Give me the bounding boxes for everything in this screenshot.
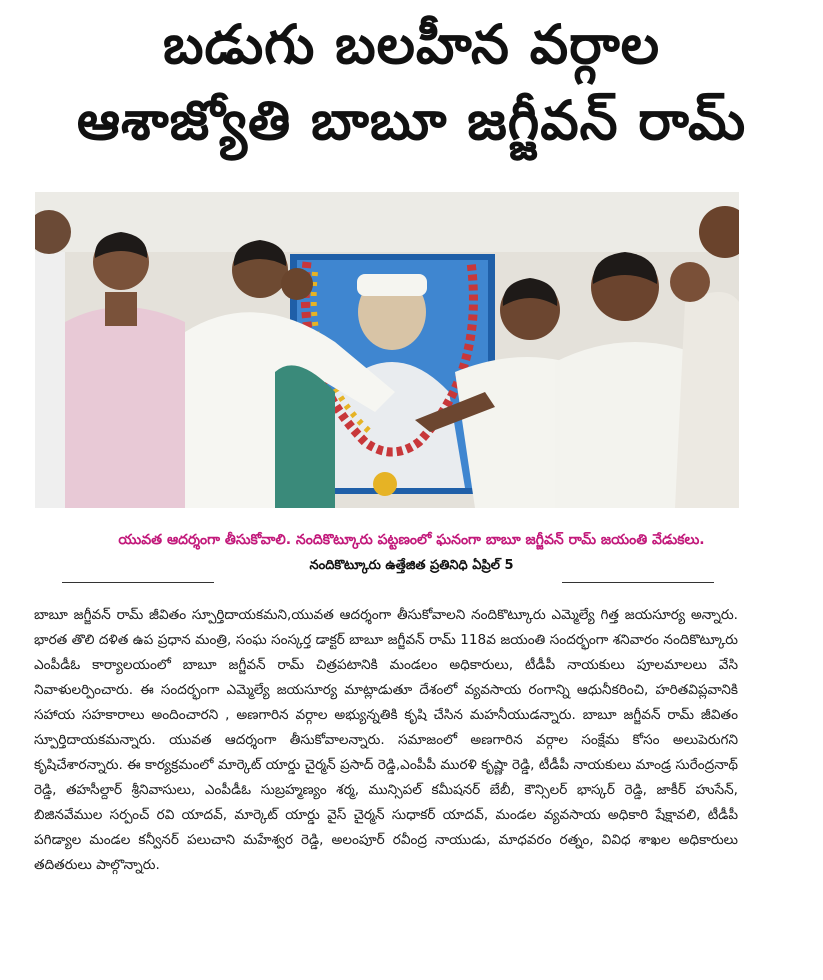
event-photo bbox=[35, 192, 739, 508]
dateline-rule-right bbox=[562, 582, 714, 583]
photo-caption: యువత ఆదర్శంగా తీసుకోవాలి. నందికొట్కూరు పట్టణంలో ఘనంగా బాబూ జగ్జీవన్ రామ్ జయంతి వేడుకలు. bbox=[118, 532, 705, 548]
dateline-rule-left bbox=[62, 582, 214, 583]
dateline: నందికొట్కూరు ఉత్తేజిత ప్రతినిధి ఏప్రిల్ 5 bbox=[309, 558, 514, 573]
headline-line-2: ఆశాజ్యోతి బాబూ జగ్జీవన్ రామ్ bbox=[76, 89, 747, 152]
article-body bbox=[34, 603, 738, 878]
article-paragraph: బాబూ జగ్జీవన్ రామ్ జీవితం స్పూర్తిదాయకమని,యువత ఆదర్శంగా తీసుకోవాలని నందికొట్కూరు ఎమ్మెల్యే గిత్త జయసూర్య అన్నారు. భారత తొలి దళిత ఉప ప్రధాన మంత్రి, సంఘ సంస్కర్త డాక్టర్ బాబూ జగ్జీవన్ రామ్ 118వ జయంతి సందర్భంగా శనివారం నందికొట్కూరు ఎంపీడీఓ కార్యాలయంలో బాబూ జగ్జీవన్ రామ్ చిత్రపటానికి మండలం అధికారులు, టీడీపీ నాయకులు పూలమాలలు వేసి నివాళులర్పించారు. ఈ సందర్భంగా ఎమ్మెల్యే జయసూర్య మాట్లాడుతూ దేశంలో వ్యవసాయ రంగాన్ని ఆధునీకరించి, హరితవిప్లవానికి సహాయ సహకారాలు అందించారని , అణగారిన వర్గాల అభ్యున్నతికి కృషి చేసిన మహనీయుడన్నారు. బాబూ జగ్జీవన్ రామ్ జీవితం స్పూర్తిదాయకమన్నారు. యువత ఆదర్శంగా తీసుకోవాలన్నారు. సమాజంలో అణగారిన వర్గాల సంక్షేమ కోసం అలుపెరుగని కృషిచేశారన్నారు. ఈ కార్యక్రమంలో మార్కెట్ యార్డు చైర్మన్ ప్రసాద్ రెడ్డి,ఎంపీపీ మురళి కృష్ణా రెడ్డి, టీడీపీ నాయకులు మాండ్ర సురేంద్రనాథ్ రెడ్డి, తహసీల్దార్ శ్రీనివాసులు, ఎంపీడీఓ సుబ్రహ్మణ్యం శర్మ, మున్సిపల్ కమీషనర్ బేబీ, కౌన్సిలర్ భాస్కర్ రెడ్డి, జాకీర్ హుసేన్, బిజినవేముల సర్పంచ్ రవి యాదవ్, మార్కెట్ యార్డు వైస్ చైర్మన్ సుధాకర్ యాదవ్, మండల వ్యవసాయ అధికారి షేక్షావలి, టీడీపీ పగిడ్యాల మండల కన్వీనర్ పలుచాని మహేశ్వర రెడ్డి, అలంపూర్ రవీంద్ర నాయుడు, మాధవరం రత్నం, వివిధ శాఖల అధికారులు తదితరులు పాల్గొన్నారు. bbox=[34, 607, 738, 873]
headline-line-1: బడుగు బలహీన వర్గాల bbox=[163, 13, 660, 76]
